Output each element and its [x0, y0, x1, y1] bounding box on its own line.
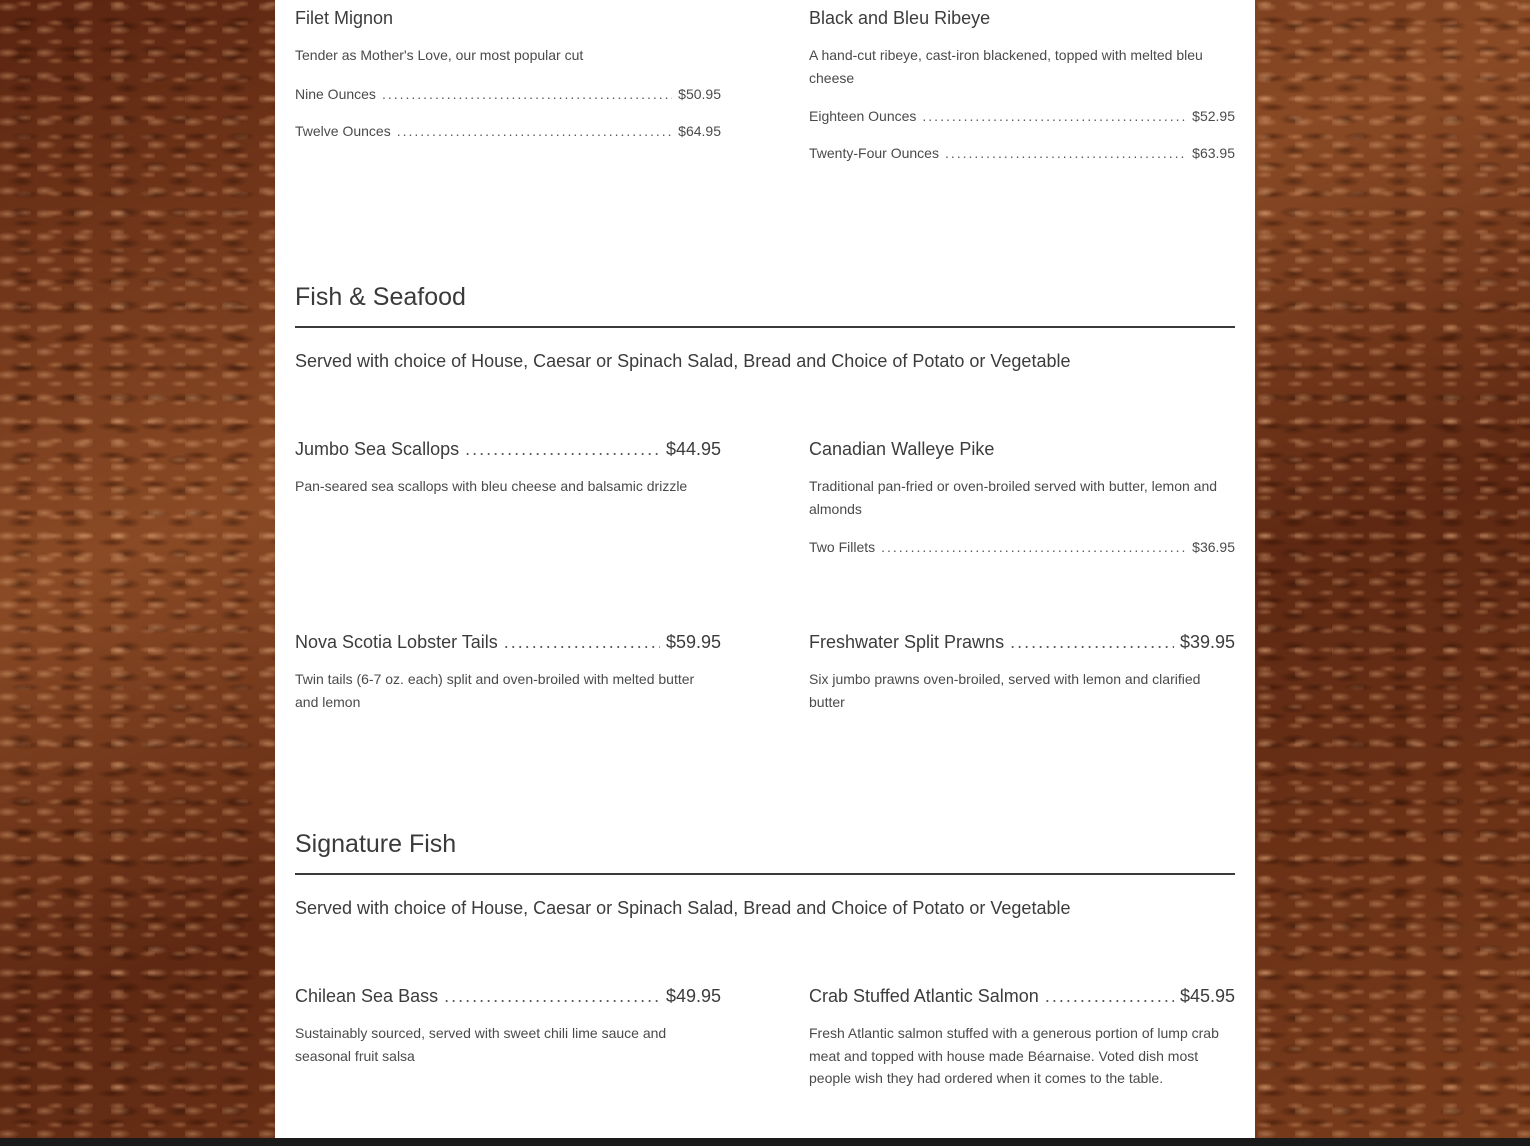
item-description: Pan-seared sea scallops with bleu cheese and balsamic drizzle [295, 478, 688, 494]
item-description: Fresh Atlantic salmon stuffed with a generous portion of lump crab meat and topped with house made Béarnaise. Voted dish most people wish they had ordered when it comes to the table. [809, 1025, 1219, 1086]
size-price-row [809, 538, 1235, 556]
item-name: Chilean Sea Bass [295, 986, 439, 1006]
item-name: Canadian Walleye Pike [809, 439, 995, 459]
item-name: Black and Bleu Ribeye [809, 8, 991, 28]
dot-leader [1010, 631, 1174, 653]
dot-leader [1045, 985, 1174, 1007]
item-name: Filet Mignon [295, 8, 394, 28]
dot-leader [444, 985, 660, 1007]
menu-item-canadian-walleye-pike [809, 438, 1235, 556]
item-description: A hand-cut ribeye, cast-iron blackened, topped with melted bleu cheese [809, 47, 1203, 86]
size-price-row [809, 144, 1235, 162]
price: $52.95 [1192, 108, 1235, 124]
menu-panel [275, 0, 1255, 1138]
item-description: Twin tails (6-7 oz. each) split and oven-broiled with melted butter and lemon [295, 671, 695, 710]
dot-leader [922, 107, 1186, 125]
dot-leader [397, 122, 672, 140]
footer-bar [0, 1138, 1530, 1146]
size-label: Twelve Ounces [295, 122, 391, 139]
dot-leader [504, 631, 660, 653]
dot-leader [382, 85, 672, 103]
size-label: Twenty-Four Ounces [809, 145, 939, 161]
size-label: Eighteen Ounces [809, 108, 917, 124]
menu-item-filet-mignon [295, 7, 721, 140]
section-title-signature-fish: Signature Fish [295, 830, 457, 858]
price: $50.95 [678, 85, 721, 102]
section-title-fish-seafood: Fish & Seafood [295, 283, 466, 311]
item-name: Crab Stuffed Atlantic Salmon [809, 986, 1039, 1006]
section-note: Served with choice of House, Caesar or Spinach Salad, Bread and Choice of Potato or Vegetable [295, 351, 1071, 371]
item-description: Sustainably sourced, served with sweet chili lime sauce and seasonal fruit salsa [295, 1025, 667, 1064]
price: $45.95 [1179, 986, 1235, 1006]
item-title-row [295, 438, 721, 460]
price: $49.95 [665, 986, 721, 1006]
menu-item-black-and-bleu-ribeye [809, 7, 1235, 162]
menu-item-nova-scotia-lobster-tails [295, 631, 721, 713]
item-name: Jumbo Sea Scallops [295, 439, 460, 459]
price: $59.95 [665, 632, 721, 652]
menu-item-crab-stuffed-atlantic-salmon [809, 985, 1235, 1090]
size-price-row [295, 85, 721, 103]
item-title-row [809, 631, 1235, 653]
size-price-row [295, 122, 721, 140]
item-name: Freshwater Split Prawns [809, 632, 1005, 652]
dot-leader [881, 538, 1186, 556]
section-divider [295, 326, 1235, 328]
item-description: Tender as Mother's Love, our most popular cut [295, 47, 584, 63]
size-label: Nine Ounces [295, 85, 376, 102]
dot-leader [465, 438, 660, 460]
item-title-row [295, 985, 721, 1007]
menu-item-freshwater-split-prawns [809, 631, 1235, 713]
item-description: Traditional pan-fried or oven-broiled served with butter, lemon and almonds [809, 478, 1218, 517]
dot-leader [945, 144, 1186, 162]
price: $39.95 [1179, 632, 1235, 652]
menu-item-chilean-sea-bass [295, 985, 721, 1067]
price: $64.95 [678, 122, 721, 139]
price: $63.95 [1192, 145, 1235, 161]
section-note: Served with choice of House, Caesar or Spinach Salad, Bread and Choice of Potato or Vegetable [295, 898, 1071, 918]
price: $36.95 [1192, 539, 1235, 555]
menu-item-jumbo-sea-scallops [295, 438, 721, 498]
size-price-row [809, 107, 1235, 125]
item-title-row [809, 985, 1235, 1007]
item-title-row [295, 631, 721, 653]
size-label: Two Fillets [809, 539, 876, 555]
item-description: Six jumbo prawns oven-broiled, served with lemon and clarified butter [809, 671, 1201, 710]
item-name: Nova Scotia Lobster Tails [295, 632, 498, 652]
section-divider [295, 873, 1235, 875]
price: $44.95 [665, 439, 721, 459]
